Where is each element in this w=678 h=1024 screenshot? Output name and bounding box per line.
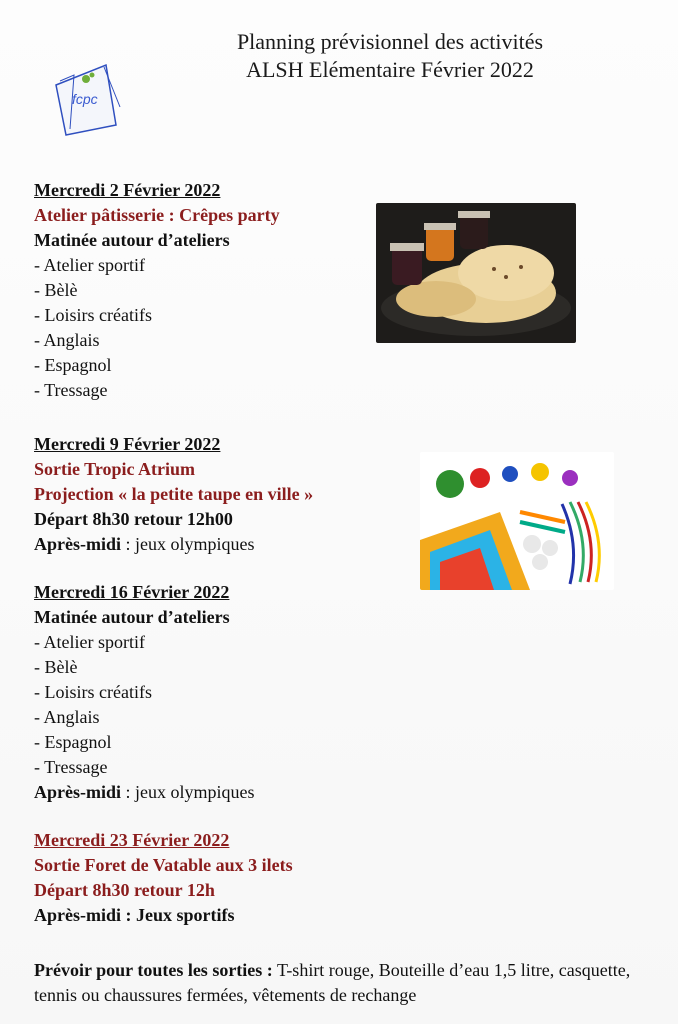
activity-title: Atelier pâtisserie : Crêpes party — [34, 205, 280, 225]
list-item: - Bèlè — [34, 280, 78, 300]
section-feb-2 — [34, 178, 280, 403]
afternoon-text: : jeux olympiques — [121, 782, 255, 802]
fcpc-logo — [46, 55, 126, 139]
logo-text: fcpc — [72, 91, 98, 107]
list-item: - Espagnol — [34, 355, 112, 375]
list-item: - Tressage — [34, 757, 108, 777]
section-feb-9 — [34, 432, 313, 557]
packing-text: T-shirt rouge, Bouteille d’eau 1,5 litre, casquette, tennis ou chaussures fermées, vêtements de rechange — [34, 960, 631, 1005]
packing-label: Prévoir pour toutes les sorties : — [34, 960, 273, 980]
section-date: Mercredi 23 Février 2022 — [34, 830, 230, 850]
activity-title: Sortie Foret de Vatable aux 3 ilets — [34, 855, 293, 875]
list-item: - Tressage — [34, 380, 108, 400]
afternoon-line — [34, 532, 313, 557]
afternoon-label: Après-midi — [34, 534, 121, 554]
activity-subtitle: Matinée autour d’ateliers — [34, 230, 230, 250]
section-date: Mercredi 16 Février 2022 — [34, 582, 230, 602]
crepes-photo — [376, 203, 576, 343]
list-item: - Loisirs créatifs — [34, 305, 152, 325]
list-item: - Loisirs créatifs — [34, 682, 152, 702]
packing-note — [34, 958, 654, 1008]
list-item: - Atelier sportif — [34, 632, 145, 652]
list-item: - Atelier sportif — [34, 255, 145, 275]
list-item: - Bèlè — [34, 657, 78, 677]
afternoon-line: Après-midi : Jeux sportifs — [34, 905, 235, 925]
section-feb-23 — [34, 828, 293, 928]
section-feb-16 — [34, 580, 255, 805]
title-line-1: Planning prévisionnel des activités — [236, 29, 544, 54]
page-title — [150, 28, 630, 84]
section-date: Mercredi 9 Février 2022 — [34, 434, 221, 454]
section-date: Mercredi 2 Février 2022 — [34, 180, 221, 200]
afternoon-line — [34, 780, 255, 805]
departure-info: Départ 8h30 retour 12h00 — [34, 509, 233, 529]
afternoon-text: : jeux olympiques — [121, 534, 255, 554]
departure-info: Départ 8h30 retour 12h — [34, 880, 215, 900]
activity-subtitle: Matinée autour d’ateliers — [34, 607, 230, 627]
activity-title: Sortie Tropic Atrium — [34, 459, 195, 479]
activity-title: Projection « la petite taupe en ville » — [34, 484, 314, 504]
list-item: - Espagnol — [34, 732, 112, 752]
list-item: - Anglais — [34, 330, 100, 350]
list-item: - Anglais — [34, 707, 100, 727]
craft-supplies-photo — [420, 452, 614, 590]
afternoon-label: Après-midi — [34, 782, 121, 802]
title-line-2: ALSH Elémentaire Février 2022 — [246, 57, 534, 82]
